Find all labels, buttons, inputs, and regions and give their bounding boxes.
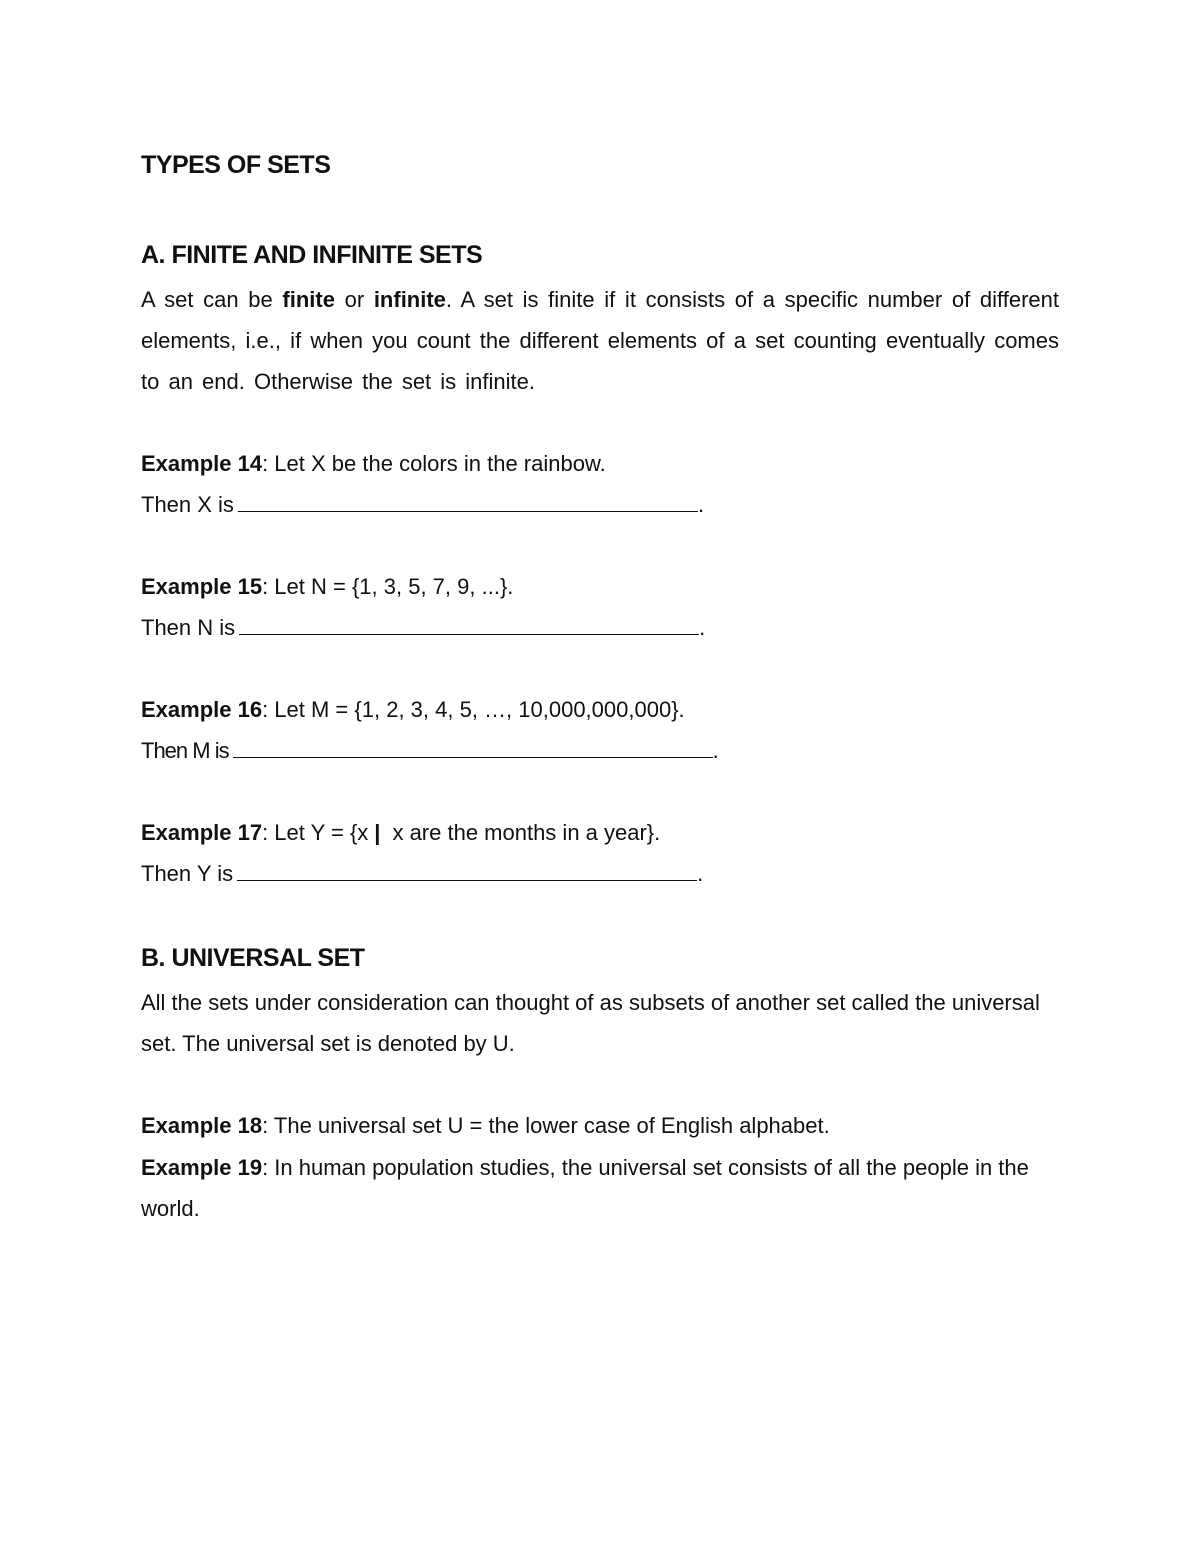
example-label: Example 15 (141, 574, 263, 599)
finite-term-2: finite (548, 287, 595, 312)
example-14-answer: Then X is . (141, 492, 705, 517)
section-a-paragraph: A set can be finite or infinite. A set is finite if it consists of a specific number of different elements, i.e., if when you count the different elements of a set counting eventually comes to an end. Otherwise the set is infinite. (141, 287, 1059, 394)
example-16: Example 16: Let M = {1, 2, 3, 4, 5, …, 10,000,000,000}. (141, 697, 685, 722)
example-label: Example 18 (141, 1113, 263, 1138)
such-that-bar: | (374, 820, 381, 845)
section-b-heading: B. UNIVERSAL SET (141, 944, 365, 972)
example-17: Example 17: Let Y = {x | x are the months in a year}. (141, 820, 661, 845)
example-label: Example 17 (141, 820, 263, 845)
section-a-heading: A. FINITE AND INFINITE SETS (141, 241, 483, 269)
document-title: TYPES OF SETS (141, 151, 331, 179)
example-19: Example 19: In human population studies, the universal set consists of all the people in the world. (141, 1155, 1029, 1221)
example-18: Example 18: The universal set U = the lower case of English alphabet. (141, 1113, 830, 1138)
example-14: Example 14: Let X be the colors in the rainbow. (141, 451, 606, 476)
answer-blank[interactable] (238, 493, 698, 512)
example-label: Example 14 (141, 451, 263, 476)
example-15-answer: Then N is . (141, 615, 706, 640)
example-15: Example 15: Let N = {1, 3, 5, 7, 9, ...}. (141, 574, 514, 599)
example-label: Example 19 (141, 1155, 263, 1180)
answer-blank[interactable] (233, 739, 713, 758)
infinite-term-2: infinite (465, 369, 529, 394)
section-b-paragraph: All the sets under consideration can thought of as subsets of another set called the universal set. The universal set is denoted by U. (141, 990, 1040, 1056)
example-label: Example 16 (141, 697, 263, 722)
answer-blank[interactable] (239, 616, 699, 635)
finite-term: finite (282, 287, 335, 312)
example-17-answer: Then Y is . (141, 861, 704, 886)
answer-blank[interactable] (237, 862, 697, 881)
example-16-answer: Then M is . (141, 738, 718, 763)
infinite-term: infinite (373, 287, 446, 312)
